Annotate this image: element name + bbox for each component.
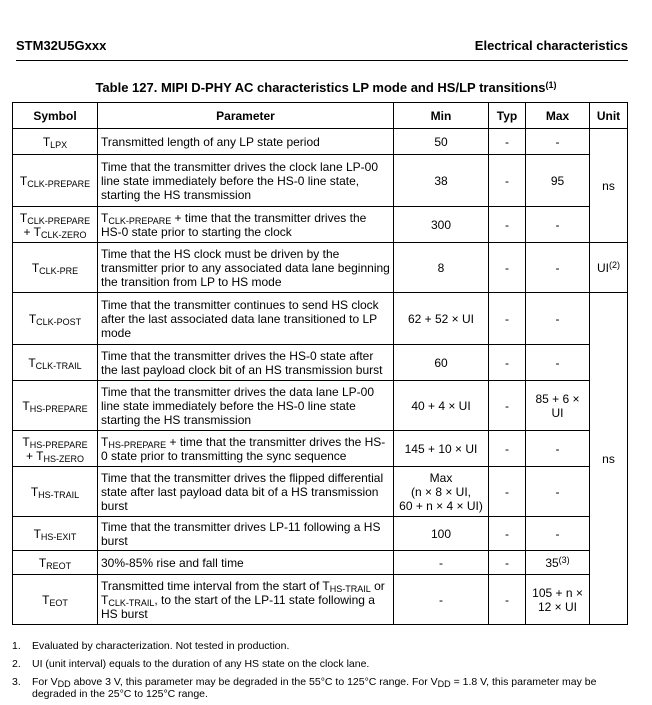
table-title-text: Table 127. MIPI D-PHY AC characteristics LP mode and HS/LP transitions <box>95 80 546 95</box>
table-row <box>13 155 628 207</box>
symbol-cell: $T_{CLK-PREPARE}$ + $T_{CLK-ZERO}$ <box>13 207 98 243</box>
page-header <box>16 38 628 58</box>
symbol-cell: $T_{HS-TRAIL}$ <box>13 467 98 517</box>
min-cell: 100 <box>394 517 489 551</box>
product-name: STM32U5Gxxx <box>16 38 107 53</box>
symbol-cell: $T_{CLK-POST}$ <box>13 293 98 345</box>
table-title-note: (1) <box>545 80 557 90</box>
typ-cell: - <box>489 129 526 155</box>
table-row <box>13 575 628 625</box>
unit-cell-ns-top: ns <box>590 129 628 243</box>
parameter-cell: $T_{HS-PREPARE}$ + time that the transmitter drives the HS-0 state prior to transmitting the sync sequence <box>98 431 394 467</box>
symbol-cell: $T_{EOT}$ <box>13 575 98 625</box>
mipi-dphy-table <box>12 102 628 625</box>
typ-cell: - <box>489 293 526 345</box>
parameter-cell: Time that the transmitter continues to send HS clock after the last associated data lane transitioned to LP mode <box>98 293 394 345</box>
max-cell: 35$^{(3)}$ <box>526 551 590 575</box>
typ-cell: - <box>489 575 526 625</box>
col-symbol: Symbol <box>13 103 98 129</box>
table-row <box>13 517 628 551</box>
parameter-cell: Time that the transmitter drives the clock lane LP-00 line state immediately before the HS-0 line state, starting the HS transmission <box>98 155 394 207</box>
symbol-cell: $T_{HS-PREPARE}$ <box>13 381 98 431</box>
col-max: Max <box>526 103 590 129</box>
min-cell: Max (n × 8 × UI, 60 + n × 4 × UI) <box>394 467 489 517</box>
parameter-cell: Time that the transmitter drives the data lane LP-00 line state immediately before the HS-0 line state starting the HS transmission <box>98 381 394 431</box>
note-item: 2. UI (unit interval) equals to the duration of any HS state on the clock lane. <box>12 658 370 670</box>
parameter-cell: Time that the transmitter drives the flipped differential state after last payload data bit of a HS transmission burst <box>98 467 394 517</box>
symbol-cell: $T_{REOT}$ <box>13 551 98 575</box>
table-notes <box>12 640 628 705</box>
max-cell: - <box>526 345 590 381</box>
min-cell: 60 <box>394 345 489 381</box>
symbol-cell: $T_{CLK-PREPARE}$ <box>13 155 98 207</box>
table-row <box>13 243 628 293</box>
unit-cell-ui: UI$^{(2)}$ <box>590 243 628 293</box>
parameter-cell: Time that the transmitter drives the HS-0 state after the last payload clock bit of an HS transmission burst <box>98 345 394 381</box>
min-cell: 38 <box>394 155 489 207</box>
symbol-cell: $T_{HS-PREPARE}$ + $T_{HS-ZERO}$ <box>13 431 98 467</box>
parameter-cell: Transmitted length of any LP state period <box>98 129 394 155</box>
note-item: 3. For $V_{DD}$ above 3 V, this parameter may be degraded in the 55°C to 125°C range. For $V_{DD} = 1.8$ V, this parameter may be degraded in the 25°C to 125°C range. <box>12 676 597 700</box>
min-cell: 40 + 4 × UI <box>394 381 489 431</box>
table-row <box>13 551 628 575</box>
parameter-cell: 30%-85% rise and fall time <box>98 551 394 575</box>
table-title <box>0 80 652 95</box>
min-cell: 300 <box>394 207 489 243</box>
unit-cell-ns-bottom: ns <box>590 293 628 625</box>
symbol-cell: $T_{HS-EXIT}$ <box>13 517 98 551</box>
min-cell: - <box>394 575 489 625</box>
max-cell: - <box>526 517 590 551</box>
symbol-cell: $T_{CLK-PRE}$ <box>13 243 98 293</box>
symbol-cell: $T_{LPX}$ <box>13 129 98 155</box>
col-unit: Unit <box>590 103 628 129</box>
table-row <box>13 293 628 345</box>
typ-cell: - <box>489 345 526 381</box>
col-typ: Typ <box>489 103 526 129</box>
typ-cell: - <box>489 381 526 431</box>
max-cell: - <box>526 243 590 293</box>
max-cell: - <box>526 129 590 155</box>
typ-cell: - <box>489 207 526 243</box>
typ-cell: - <box>489 431 526 467</box>
section-title: Electrical characteristics <box>474 38 628 53</box>
col-parameter: Parameter <box>98 103 394 129</box>
note-item: 1. Evaluated by characterization. Not tested in production. <box>12 640 290 652</box>
typ-cell: - <box>489 155 526 207</box>
max-cell: - <box>526 207 590 243</box>
typ-cell: - <box>489 467 526 517</box>
col-min: Min <box>394 103 489 129</box>
table-row <box>13 431 628 467</box>
table-row <box>13 345 628 381</box>
table-row <box>13 129 628 155</box>
parameter-cell: $T_{CLK-PREPARE}$ + time that the transmitter drives the HS-0 state prior to starting the clock <box>98 207 394 243</box>
typ-cell: - <box>489 517 526 551</box>
table-header-row <box>13 103 628 129</box>
min-cell: 50 <box>394 129 489 155</box>
min-cell: 8 <box>394 243 489 293</box>
min-cell: 145 + 10 × UI <box>394 431 489 467</box>
max-cell: 95 <box>526 155 590 207</box>
min-cell: 62 + 52 × UI <box>394 293 489 345</box>
typ-cell: - <box>489 551 526 575</box>
parameter-cell: Time that the HS clock must be driven by the transmitter prior to any associated data lane beginning the transition from LP to HS mode <box>98 243 394 293</box>
max-cell: - <box>526 431 590 467</box>
max-cell: - <box>526 293 590 345</box>
header-rule <box>16 60 628 61</box>
table-row <box>13 467 628 517</box>
parameter-cell: Transmitted time interval from the start of $T_{HS-TRAIL}$ or $T_{CLK-TRAIL}$, to the start of the LP-11 state following a HS burst <box>98 575 394 625</box>
max-cell: - <box>526 467 590 517</box>
parameter-cell: Time that the transmitter drives LP-11 following a HS burst <box>98 517 394 551</box>
table-row <box>13 207 628 243</box>
max-cell: 105 + n × 12 × UI <box>526 575 590 625</box>
typ-cell: - <box>489 243 526 293</box>
min-cell: - <box>394 551 489 575</box>
symbol-cell: $T_{CLK-TRAIL}$ <box>13 345 98 381</box>
max-cell: 85 + 6 × UI <box>526 381 590 431</box>
table-row <box>13 381 628 431</box>
